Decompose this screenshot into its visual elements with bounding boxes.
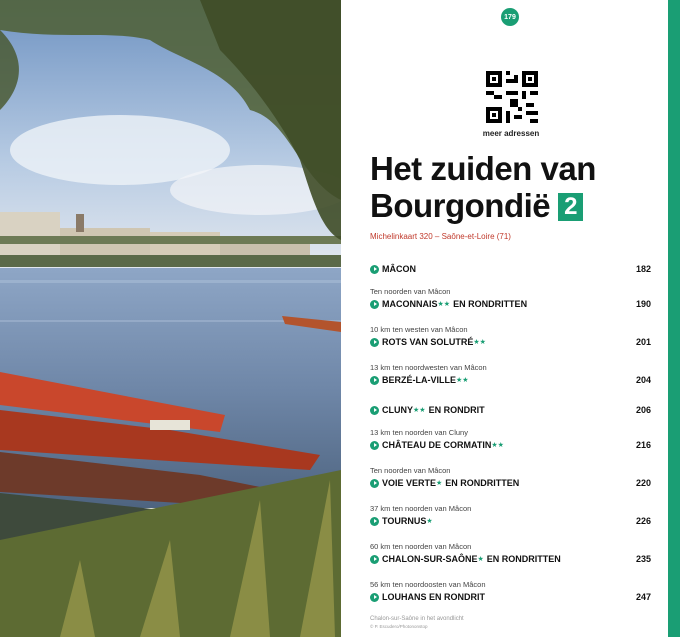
play-arrow-icon <box>370 300 379 309</box>
toc-entry[interactable] <box>370 579 651 604</box>
map-reference: Michelinkaart 320 – Saône-et-Loire (71) <box>370 232 511 241</box>
photo-credit: © P. Escudero/Photononstop <box>370 624 428 629</box>
toc-entry-page: 182 <box>635 264 651 274</box>
toc-entry[interactable] <box>370 362 651 387</box>
toc-entry-name: CHALON-SUR-SAÔNE <box>382 554 478 564</box>
toc-entry-note: Ten noorden van Mâcon <box>370 466 451 475</box>
play-arrow-icon <box>370 555 379 564</box>
toc-entry-note: 37 km ten noorden van Mâcon <box>370 504 472 513</box>
star-rating: ★★ <box>413 407 426 414</box>
toc-entry-name: MÂCON <box>382 264 416 274</box>
toc-entry-page: 206 <box>635 405 651 415</box>
toc-entry[interactable] <box>370 324 651 349</box>
toc-entry[interactable] <box>370 541 651 566</box>
star-rating: ★★ <box>473 339 486 346</box>
play-arrow-icon <box>370 406 379 415</box>
toc-entry-page: 204 <box>635 375 651 385</box>
star-rating: ★ <box>436 480 443 487</box>
toc-entry-suffix: EN RONDRIT <box>428 405 485 415</box>
toc-entry-suffix: EN RONDRITTEN <box>486 554 561 564</box>
star-rating: ★★ <box>491 442 504 449</box>
play-arrow-icon <box>370 441 379 450</box>
play-arrow-icon <box>370 376 379 385</box>
title-line-2: Bourgondië <box>370 187 551 224</box>
toc-entry-note: 56 km ten noordoosten van Mâcon <box>370 580 486 589</box>
play-arrow-icon <box>370 338 379 347</box>
photo-caption <box>370 616 464 630</box>
chapter-edge-tab <box>668 0 680 637</box>
qr-label: meer adressen <box>482 129 540 138</box>
star-rating: ★ <box>477 556 484 563</box>
play-arrow-icon <box>370 593 379 602</box>
play-arrow-icon <box>370 517 379 526</box>
toc-entry[interactable] <box>370 503 651 528</box>
toc-entry-name: VOIE VERTE <box>382 478 437 488</box>
toc-entry-suffix: EN RONDRITTEN <box>453 299 528 309</box>
toc-entry-page: 220 <box>635 478 651 488</box>
title-line-1: Het zuiden van <box>370 150 596 187</box>
toc-entry-page: 235 <box>635 554 651 564</box>
toc-entry-page: 201 <box>635 337 651 347</box>
toc-entry[interactable] <box>370 286 651 311</box>
toc-entry[interactable] <box>370 427 651 452</box>
star-rating: ★★ <box>456 377 469 384</box>
toc-entry-name: BERZÉ-LA-VILLE <box>382 375 456 385</box>
toc-entry-name: CHÂTEAU DE CORMATIN <box>382 440 492 450</box>
qr-code-icon[interactable] <box>486 71 538 123</box>
toc-entry-note: 13 km ten noorden van Cluny <box>370 428 468 437</box>
toc-entry-note: Ten noorden van Mâcon <box>370 287 451 296</box>
toc-entry-page: 190 <box>635 299 651 309</box>
toc-entry-note: 10 km ten westen van Mâcon <box>370 325 468 334</box>
chapter-badge: 2 <box>558 193 583 221</box>
toc-entry[interactable] <box>370 465 651 490</box>
star-rating: ★ <box>426 518 433 525</box>
toc-entry[interactable] <box>370 403 651 417</box>
toc-entry-name: ROTS VAN SOLUTRÉ <box>382 337 474 347</box>
play-arrow-icon <box>370 479 379 488</box>
toc-entry-page: 226 <box>635 516 651 526</box>
toc-entry-name: CLUNY <box>382 405 413 415</box>
toc-entry-page: 247 <box>635 592 651 602</box>
toc-entry-suffix: EN RONDRITTEN <box>445 478 520 488</box>
play-arrow-icon <box>370 265 379 274</box>
page-number-badge: 179 <box>501 8 519 26</box>
star-rating: ★★ <box>437 301 451 308</box>
toc-entry-name: LOUHANS EN RONDRIT <box>382 592 485 602</box>
toc-entry-name: TOURNUS <box>382 516 427 526</box>
toc-entry-note: 60 km ten noorden van Mâcon <box>370 542 472 551</box>
toc-entry-page: 216 <box>635 440 651 450</box>
toc-entry-note: 13 km ten noordwesten van Mâcon <box>370 363 487 372</box>
page-title <box>370 150 660 224</box>
toc-entry[interactable] <box>370 262 651 276</box>
caption-text: Chalon-sur-Saône in het avondlicht <box>370 616 464 622</box>
contents-page <box>341 0 668 637</box>
toc-entry-name: MACONNAIS <box>382 299 438 309</box>
